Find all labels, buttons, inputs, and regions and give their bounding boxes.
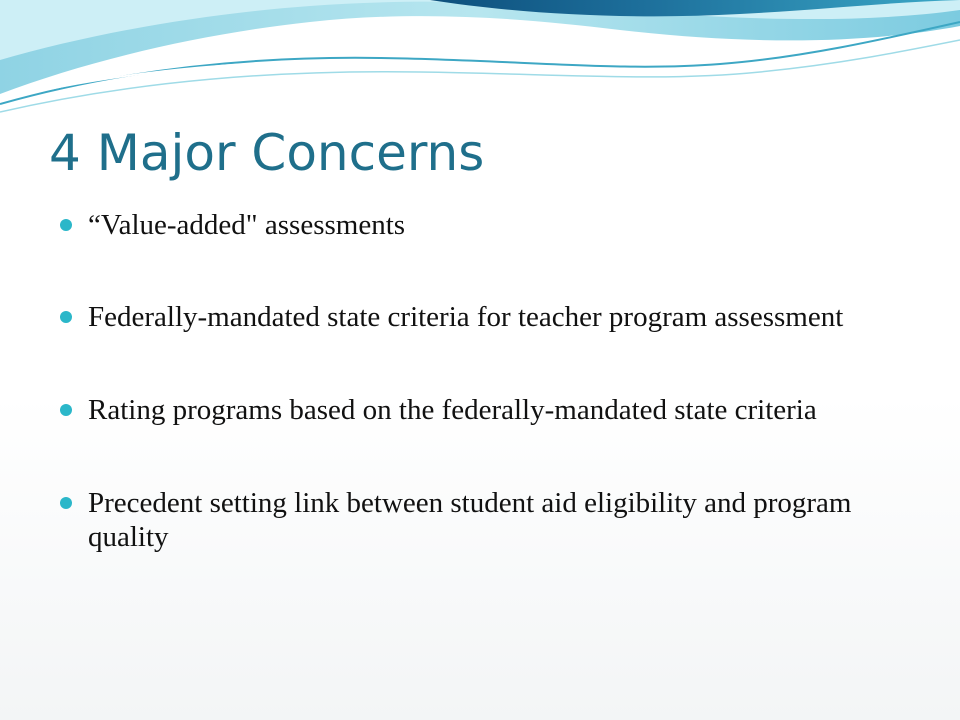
bullet-text: “Value-added" assessments (88, 209, 406, 241)
bullet-text: Rating programs based on the federally-mandated state criteria (88, 394, 817, 426)
header-wave-decoration (0, 0, 960, 120)
bullet-item (60, 393, 920, 427)
bullet-item (60, 300, 920, 334)
slide-title: 4 Major Concerns (49, 124, 485, 182)
bullet-marker-icon (60, 497, 72, 509)
bullet-marker-icon (60, 404, 72, 416)
bullet-text: Precedent setting link between student aid eligibility and program quality (88, 487, 852, 553)
bullet-item (60, 208, 920, 242)
bullet-text: Federally-mandated state criteria for teacher program assessment (88, 301, 844, 333)
bullet-list (60, 208, 920, 554)
bullet-marker-icon (60, 311, 72, 323)
bullet-item (60, 486, 920, 554)
bullet-marker-icon (60, 219, 72, 231)
